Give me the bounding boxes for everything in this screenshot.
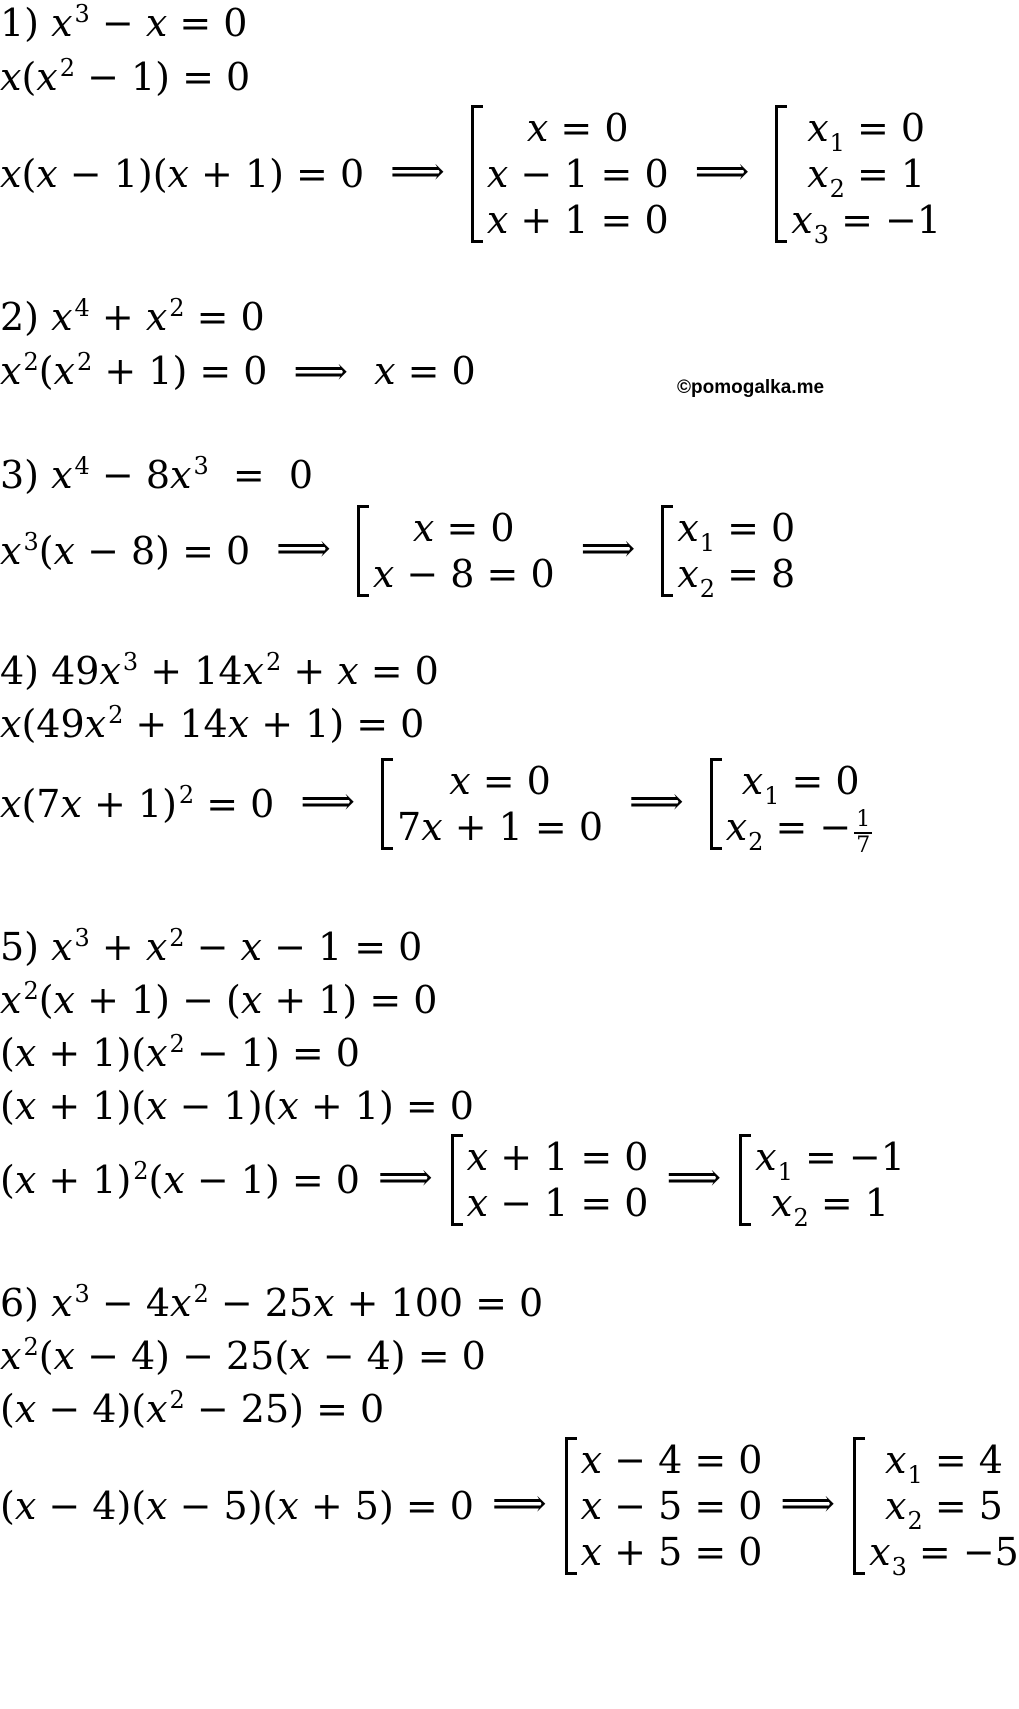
- solution-system: $x_1 = 0$ $x_2 = 8$: [661, 505, 795, 597]
- equation-system: x − 4 = 0 x − 5 = 0 x + 5 = 0: [565, 1437, 763, 1575]
- problem-5-step-4: $(x + 1)^2(x - 1) = 0$ ⟹ x + 1 = 0 x − 1 = 0 ⟹ $x_1 = -1$ $x_2 = 1$: [0, 1135, 905, 1232]
- implies-arrow: ⟹: [378, 1154, 433, 1199]
- problem-3-equation: 3) $x^4 - 8x^3 = 0$: [0, 452, 314, 497]
- implies-arrow: ⟹: [580, 525, 636, 570]
- implies-arrow: ⟹: [390, 148, 445, 193]
- problem-5-step-2: $(x + 1)(x^2 - 1) = 0$: [0, 1030, 360, 1075]
- equation-system: x = 0 x − 1 = 0 x + 1 = 0: [471, 105, 669, 243]
- implies-arrow: ⟹: [666, 1154, 722, 1199]
- problem-4-step-1: $x(49x^2 + 14x + 1) = 0$: [0, 701, 425, 746]
- equation-system: x = 0 7x + 1 = 0: [381, 758, 603, 850]
- watermark: ©pomogalka.me: [677, 377, 825, 398]
- implies-arrow: ⟹: [300, 778, 355, 823]
- problem-6-equation: 6) $x^3 - 4x^2 - 25x + 100 = 0$: [0, 1280, 544, 1325]
- problem-number: 2): [0, 295, 40, 339]
- solution-system: $x_1 = 4$ $x_2 = 5$ $x_3 = -5$: [853, 1437, 1019, 1575]
- problem-6-step-1: $x^2(x - 4) - 25(x - 4) = 0$: [0, 1333, 486, 1378]
- solution-system: $x_1 = -1$ $x_2 = 1$: [739, 1134, 905, 1226]
- solution-system: $x_1 = 0$ $x_2$ = − $\frac{1}{7}$: [710, 758, 873, 850]
- implies-arrow: ⟹: [492, 1480, 547, 1525]
- problem-number: 5): [0, 925, 40, 969]
- equation-system: x = 0 x − 8 = 0: [357, 505, 555, 597]
- solution-system: $x_1 = 0$ $x_2 = 1$ $x_3 = -1$: [775, 105, 941, 243]
- implies-arrow: ⟹: [293, 349, 349, 393]
- implies-arrow: ⟹: [629, 778, 684, 823]
- problem-6-step-3: (x − 4)(x − 5)(x + 5) = 0 ⟹ x − 4 = 0 x − 5 = 0 x + 5 = 0 ⟹ $x_1 = 4$ $x_2 = 5$ $x_3 = -5$: [0, 1438, 1019, 1581]
- problem-number: 4): [0, 649, 40, 693]
- problem-4-step-2: $x(7x + 1)^2 = 0$ ⟹ x = 0 7x + 1 = 0 ⟹ $x_1 = 0$ $x_2$ = − $\frac{1}{7}$: [0, 759, 871, 858]
- problem-4-equation: 4) $49x^3 + 14x^2 + x = 0$: [0, 648, 439, 693]
- problem-5-step-1: $x^2(x + 1) - (x + 1) = 0$: [0, 977, 438, 1022]
- problem-5-equation: 5) $x^3 + x^2 - x - 1 = 0$: [0, 924, 423, 969]
- problem-number: 3): [0, 453, 40, 497]
- implies-arrow: ⟹: [276, 525, 331, 570]
- implies-arrow: ⟹: [694, 148, 750, 193]
- problem-2-equation: 2) $x^4 + x^2 = 0$: [0, 294, 265, 339]
- problem-6-step-2: $(x - 4)(x^2 - 25) = 0$: [0, 1386, 385, 1431]
- problem-1-step-2: x(x − 1)(x + 1) = 0 ⟹ x = 0 x − 1 = 0 x + 1 = 0 ⟹ $x_1 = 0$ $x_2 = 1$ $x_3 = -1$: [0, 106, 942, 249]
- problem-3-step-1: $x^3(x - 8) = 0$ ⟹ x = 0 x − 8 = 0 ⟹ $x_1 = 0$ $x_2 = 8$: [0, 506, 796, 603]
- problem-5-step-3: (x + 1)(x − 1)(x + 1) = 0: [0, 1084, 474, 1128]
- equation-system: x + 1 = 0 x − 1 = 0: [451, 1134, 649, 1226]
- problem-number: 6): [0, 1281, 40, 1325]
- problem-number: 1): [0, 1, 40, 45]
- problem-1-equation: 1) $x^3 - x = 0$: [0, 0, 248, 45]
- implies-arrow: ⟹: [780, 1480, 836, 1525]
- fraction: $\frac{1}{7}$: [856, 806, 871, 858]
- problem-2-step-1: $x^2(x^2 + 1) = 0$ ⟹ x = 0: [0, 348, 476, 393]
- problem-1-step-1: $x(x^2 - 1) = 0$: [0, 54, 251, 99]
